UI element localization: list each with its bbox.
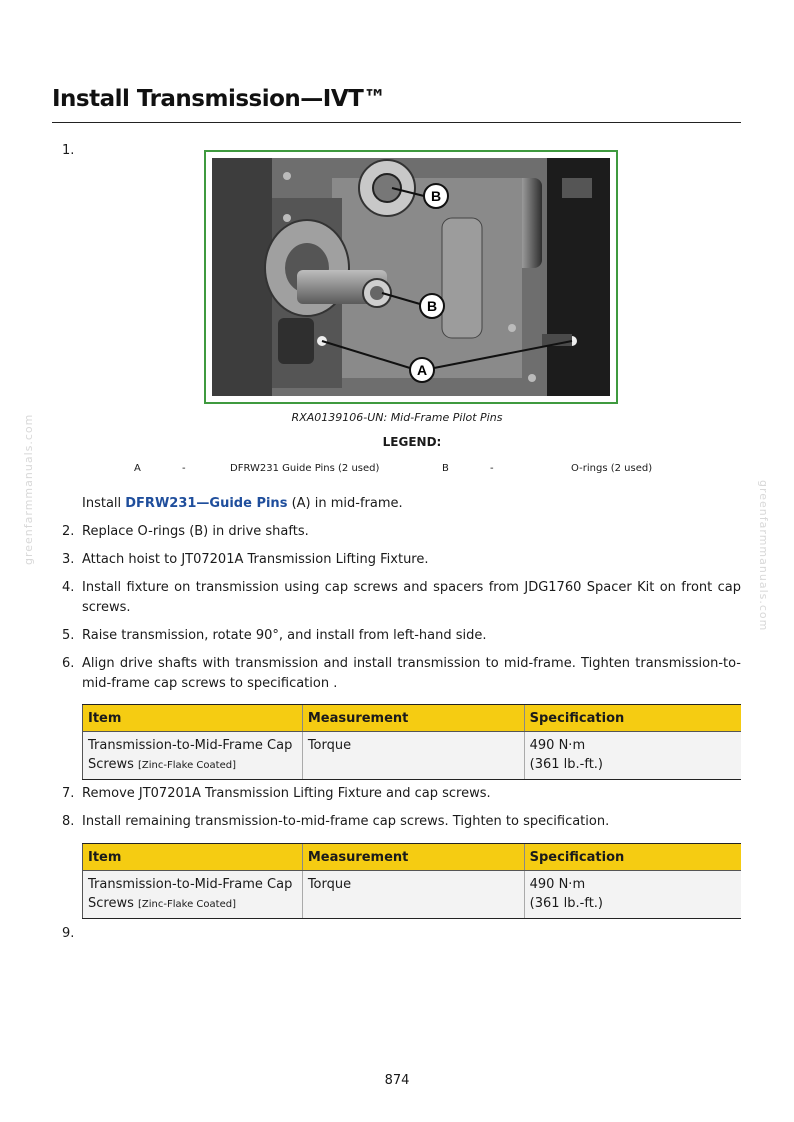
legend-b-desc: O-rings (2 used): [571, 463, 653, 474]
step-1-text: [82, 494, 403, 514]
torque-spec-table-2: [82, 843, 741, 919]
torque-spec-table-1: [82, 704, 741, 780]
step-7: [62, 784, 741, 804]
figure-mid-frame-pilot-pins: [204, 150, 618, 404]
step-9-number: 9.: [62, 926, 75, 941]
callout-b-top: [424, 184, 448, 208]
step-number: 7.: [62, 786, 75, 801]
legend-a-dash: -: [182, 463, 186, 474]
watermark-left: greenfarmmanuals.com: [22, 413, 35, 565]
step-text: Align drive shafts with transmission and install transmission to mid-frame. Tighten transmission-to-mid-frame cap screws to specification .: [82, 656, 741, 691]
callout-b-middle: [420, 294, 444, 318]
page-title: Install Transmission—IVT™: [52, 86, 386, 112]
legend-b-dash: -: [490, 463, 494, 474]
spec-imperial: (361 lb.-ft.): [529, 757, 603, 772]
legend-a-desc: DFRW231 Guide Pins (2 used): [230, 463, 380, 474]
item-note: [Zinc-Flake Coated]: [138, 899, 236, 910]
col-header-measurement: Measurement: [302, 705, 524, 732]
step-6: [62, 654, 741, 694]
measurement-cell: Torque: [302, 871, 524, 919]
step-text: Remove JT07201A Transmission Lifting Fixture and cap screws.: [82, 786, 491, 801]
legend-b-key: B: [442, 463, 449, 474]
step-number: 6.: [62, 656, 75, 671]
spec-metric: 490 N·m: [529, 738, 586, 753]
legend-title: LEGEND:: [382, 435, 442, 449]
svg-text:A: A: [416, 362, 428, 378]
item-text: Transmission-to-Mid-Frame Cap Screws: [88, 738, 293, 772]
col-header-specification: Specification: [524, 705, 741, 732]
specification-cell: [524, 732, 741, 780]
step-text: Replace O-rings (B) in drive shafts.: [82, 524, 309, 539]
step-text: Raise transmission, rotate 90°, and install from left-hand side.: [82, 628, 487, 643]
callout-a: [410, 358, 434, 382]
legend-a-key: A: [134, 463, 141, 474]
table-row: [83, 732, 742, 780]
measurement-cell: Torque: [302, 732, 524, 780]
item-cell: [83, 871, 303, 919]
step-1-number: 1.: [62, 143, 75, 158]
item-cell: [83, 732, 303, 780]
figure-caption: RXA0139106-UN: Mid-Frame Pilot Pins: [291, 411, 503, 424]
guide-pins-link[interactable]: DFRW231—Guide Pins: [125, 496, 288, 511]
step-1-pre: Install: [82, 496, 126, 511]
col-header-measurement: Measurement: [302, 844, 524, 871]
col-header-specification: Specification: [524, 844, 741, 871]
watermark-right: greenfarmmanuals.com: [757, 480, 770, 632]
step-5: [62, 626, 741, 646]
step-3: [62, 550, 741, 570]
step-text: Attach hoist to JT07201A Transmission Lifting Fixture.: [82, 552, 429, 567]
step-8: [62, 812, 741, 832]
transmission-illustration: [212, 158, 610, 396]
step-number: 2.: [62, 524, 75, 539]
table-row: [83, 871, 742, 919]
step-number: 5.: [62, 628, 75, 643]
col-header-item: Item: [83, 844, 303, 871]
step-4: [62, 578, 741, 618]
spec-imperial: (361 lb.-ft.): [529, 896, 603, 911]
step-number: 3.: [62, 552, 75, 567]
step-text: Install fixture on transmission using cap screws and spacers from JDG1760 Spacer Kit on front cap screws.: [82, 580, 741, 615]
svg-text:B: B: [430, 188, 442, 204]
svg-text:B: B: [426, 298, 438, 314]
specification-cell: [524, 871, 741, 919]
step-2: [62, 522, 741, 542]
step-number: 8.: [62, 814, 75, 829]
step-1-post: (A) in mid-frame.: [287, 496, 403, 511]
item-text: Transmission-to-Mid-Frame Cap Screws: [88, 877, 293, 911]
col-header-item: Item: [83, 705, 303, 732]
item-note: [Zinc-Flake Coated]: [138, 760, 236, 771]
step-text: Install remaining transmission-to-mid-frame cap screws. Tighten to specification.: [82, 814, 610, 829]
step-number: 4.: [62, 580, 75, 595]
title-rule: [52, 122, 741, 123]
page-number: 874: [384, 1073, 410, 1088]
spec-metric: 490 N·m: [529, 877, 586, 892]
